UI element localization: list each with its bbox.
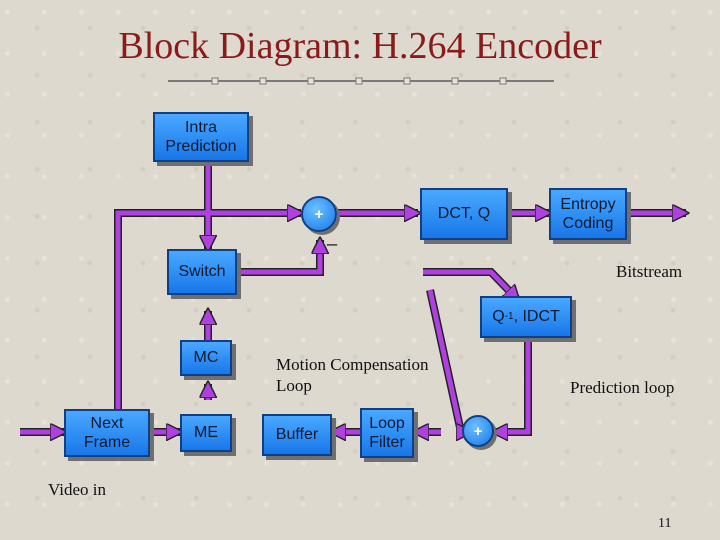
intra-prediction-block: Intra Prediction [153, 112, 249, 162]
q-idct-text-base: Q [492, 308, 505, 326]
wire-qidct-adder2 [494, 338, 528, 432]
bitstream-label: Bitstream [616, 262, 683, 281]
loop-filter-block: Loop Filter [360, 408, 414, 458]
q-idct-block [480, 296, 572, 338]
motion-compensation-loop-label: Motion Compensation Loop [276, 355, 429, 396]
video-in-label: Video in [48, 480, 106, 499]
wire-switch-adder [237, 240, 320, 272]
buffer-block: Buffer [262, 414, 332, 456]
page-number: 11 [658, 516, 672, 531]
q-idct-text-rest: , IDCT [513, 308, 560, 326]
mc-block: MC [180, 340, 232, 376]
adder-2: + [462, 415, 494, 447]
page-title: Block Diagram: H.264 Encoder [118, 25, 602, 67]
next-frame-block: Next Frame [64, 409, 150, 457]
me-block: ME [180, 414, 232, 452]
q-idct-text-sup: -1 [504, 311, 514, 322]
adder-1-minus: _ [327, 226, 338, 246]
prediction-loop-label: Prediction loop [570, 378, 675, 397]
dct-q-block: DCT, Q [420, 188, 508, 240]
adder-1: + [301, 196, 337, 232]
switch-block: Switch [167, 249, 237, 295]
entropy-coding-block: Entropy Coding [549, 188, 627, 240]
